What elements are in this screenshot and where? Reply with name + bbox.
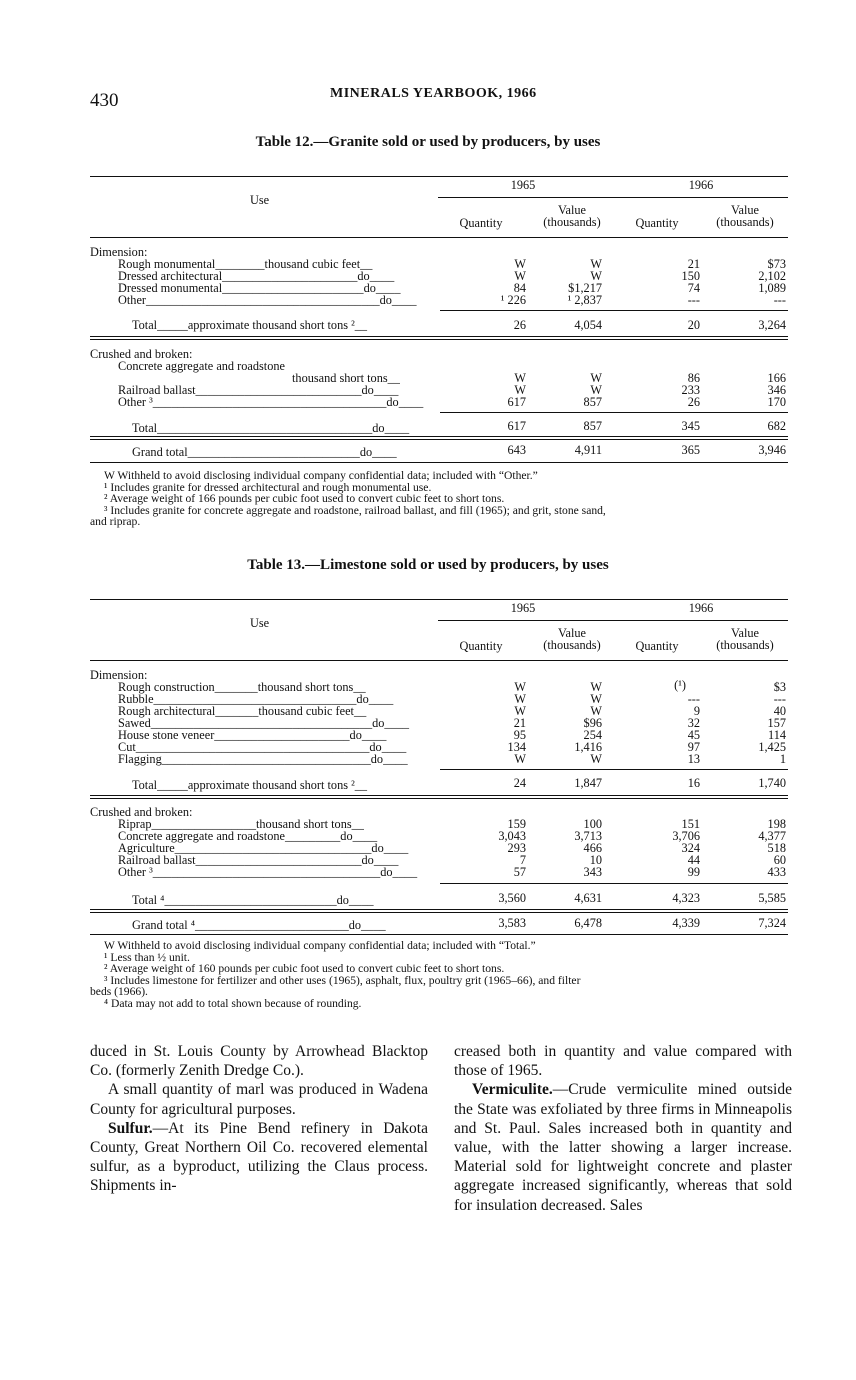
table-cell: 16 [687, 776, 700, 790]
table13-title: Table 13.—Limestone sold or used by producers, by uses [247, 557, 609, 573]
table-cell: W [514, 383, 526, 397]
footnote: ³ Includes limestone for fertilizer and other uses (1965), asphalt, flux, poultry grit (1965–66), and filter [104, 973, 581, 987]
table12-year2: 1966 [688, 178, 714, 192]
running-title: MINERALS YEARBOOK, 1966 [330, 86, 537, 101]
table-cell: 617 [507, 395, 526, 409]
table12-crushed-total: Total___________________________________do____ [132, 422, 410, 435]
table-cell: 114 [768, 728, 786, 742]
table12-year1: 1965 [510, 178, 536, 192]
table-cell: $1,217 [568, 281, 602, 295]
table-cell: 4,323 [672, 891, 700, 905]
footnote: ² Average weight of 160 pounds per cubic foot used to convert cubic feet to short tons. [104, 962, 505, 975]
table-cell: 3,706 [672, 829, 700, 843]
table-cell: W [514, 680, 526, 694]
table-cell: ¹ 226 [500, 293, 526, 307]
paragraph [90, 1119, 428, 1196]
table12-dimension-heading: Dimension: [90, 246, 148, 259]
table-cell: W [590, 383, 602, 397]
table-cell: 4,631 [574, 891, 602, 905]
page-number: 430 [90, 90, 119, 111]
table12-qty2-header: Quantity [635, 216, 679, 230]
table-row-label: Rough monumental________thousand cubic feet__ [118, 258, 373, 271]
footnote: ¹ Includes granite for dressed architectural and rough monumental use. [104, 480, 432, 494]
table-cell: 3,583 [498, 916, 526, 930]
table-cell: 4,054 [574, 318, 602, 332]
table13-use-header: Use [250, 616, 270, 630]
table-cell: 365 [681, 443, 700, 457]
table-cell: W [514, 692, 526, 706]
table13-val2-unit: (thousands) [716, 638, 774, 652]
paragraph-text: —Crude vermiculite mined outside the State was exfoliated by three firms in Minneapolis and St. Paul. Sales increased both in quantity and value, with the latter showing a larger increase. Material sold for lightweight concrete and plaster aggregate increased significantly, whereas that sold for insulation decreased. Sales [454, 1081, 792, 1214]
table-cell: $73 [767, 257, 786, 271]
table13-grand-total: Grand total ⁴_________________________do____ [132, 919, 386, 932]
table-cell: 1,847 [574, 776, 602, 790]
footnote: ¹ Less than ½ unit. [104, 950, 190, 964]
table12-footnotes [90, 470, 790, 528]
table13-dimension-heading: Dimension: [90, 669, 148, 682]
table-row-label: Rough architectural_______thousand cubic feet__ [118, 705, 367, 718]
table-cell: 2,102 [758, 269, 786, 283]
table-cell: 20 [687, 318, 700, 332]
table-cell: 1,740 [758, 776, 786, 790]
table-cell: 84 [513, 281, 526, 295]
table-cell: 233 [681, 383, 700, 397]
table12-val1-unit: (thousands) [543, 215, 601, 229]
table13-footnotes [90, 940, 790, 1009]
table-cell: W [590, 692, 602, 706]
table13-val2-header: Value [731, 626, 759, 640]
run-in-heading: Sulfur. [108, 1119, 153, 1137]
table12-val2-unit: (thousands) [716, 215, 774, 229]
table-cell: 26 [687, 395, 700, 409]
table-row-label: Agriculture________________________________do____ [118, 842, 409, 855]
footnote: ² Average weight of 166 pounds per cubic foot used to convert cubic feet to short tons. [104, 492, 505, 505]
table-row-label: Riprap_________________thousand short tons__ [118, 818, 364, 831]
table-cell: ¹ 2,837 [567, 293, 602, 307]
table-cell: 7,324 [758, 916, 786, 930]
table-cell: W [514, 704, 526, 718]
table-cell: 254 [583, 728, 602, 742]
table-row-label: Dressed monumental_______________________do____ [118, 282, 401, 295]
table-row-label: Concrete aggregate and roadstone [118, 360, 285, 373]
table-cell: 95 [513, 728, 526, 742]
table12-val2-header: Value [731, 203, 759, 217]
table-cell: 857 [583, 419, 602, 433]
table-cell: 150 [681, 269, 700, 283]
table-cell: 345 [681, 419, 700, 433]
table-cell: W [590, 680, 602, 694]
table-cell: 3,560 [498, 891, 526, 905]
table13-dimension-total: Total_____approximate thousand short tons ²__ [132, 779, 368, 792]
table-cell: 1,425 [758, 740, 786, 754]
paragraph: creased both in quantity and value compared with those of 1965. [454, 1043, 792, 1080]
table-cell: 157 [767, 716, 786, 730]
table-cell: W [590, 752, 602, 766]
table-row-label: Sawed____________________________________do____ [118, 717, 410, 730]
table-cell: 3,946 [758, 443, 786, 457]
table-cell: 346 [767, 383, 786, 397]
table-cell: 433 [767, 865, 786, 879]
paragraph-text: —At its Pine Bend refinery in Dakota County, Great Northern Oil Co. recovered elemental sulfur, as a byproduct, utilizing the Claus process. Shipments in- [90, 1119, 428, 1195]
table-cell: 1,416 [574, 740, 602, 754]
table-cell: (¹) [674, 678, 686, 692]
body-column-right [454, 1042, 792, 1215]
table-cell: 617 [507, 419, 526, 433]
footnote: W Withheld to avoid disclosing individual company confidential data; included with “Other.” [104, 469, 538, 482]
table-cell: 166 [767, 371, 786, 385]
table13-year1: 1965 [510, 601, 536, 615]
table-cell: 4,377 [758, 829, 786, 843]
table-cell: 74 [687, 281, 700, 295]
table-cell: W [514, 257, 526, 271]
table-cell: W [590, 269, 602, 283]
table-cell: $3 [773, 680, 786, 694]
table-row-label: Rubble_________________________________do____ [118, 693, 394, 706]
table-row-label: Other ³_____________________________________do____ [118, 866, 418, 879]
table-cell: 57 [513, 865, 526, 879]
table-cell: --- [773, 692, 786, 706]
table12-qty1-header: Quantity [459, 216, 503, 230]
table12 [90, 176, 788, 466]
table-cell: 4,339 [672, 916, 700, 930]
table-cell: 134 [507, 740, 526, 754]
table-cell: 100 [583, 817, 602, 831]
table-cell: --- [687, 692, 700, 706]
table-cell: --- [773, 293, 786, 307]
table-cell: 1,089 [758, 281, 786, 295]
table13-crushed-total: Total ⁴____________________________do____ [132, 894, 374, 907]
table-cell: 40 [773, 704, 786, 718]
table12-crushed-heading: Crushed and broken: [90, 348, 193, 361]
table-cell: 198 [767, 817, 786, 831]
table-cell: 170 [767, 395, 786, 409]
table-cell: W [590, 704, 602, 718]
table13 [90, 599, 788, 939]
table-cell: 857 [583, 395, 602, 409]
table-cell: 45 [687, 728, 700, 742]
footnote: W Withheld to avoid disclosing individual company confidential data; included with “Total.” [104, 939, 536, 952]
run-in-heading: Vermiculite. [472, 1081, 553, 1099]
table-cell: 7 [519, 853, 526, 867]
table13-val1-unit: (thousands) [543, 638, 601, 652]
table13-qty1-header: Quantity [459, 639, 503, 653]
table-cell: 44 [687, 853, 700, 867]
table-cell: 99 [687, 865, 700, 879]
table-cell: 21 [513, 716, 526, 730]
table-cell: 60 [773, 853, 786, 867]
table-cell: 3,713 [574, 829, 602, 843]
table12-title: Table 12.—Granite sold or used by producers, by uses [255, 134, 601, 150]
table-cell: --- [687, 293, 700, 307]
table-cell: 10 [589, 853, 602, 867]
table-cell: 324 [681, 841, 700, 855]
footnote: beds (1966). [90, 985, 148, 998]
table-cell: W [514, 371, 526, 385]
footnote: and riprap. [90, 515, 141, 528]
table-cell: 32 [687, 716, 700, 730]
table-cell: 4,911 [574, 443, 602, 457]
table-cell: 466 [583, 841, 602, 855]
table-cell: 5,585 [758, 891, 786, 905]
table-cell: 518 [767, 841, 786, 855]
table-cell: 13 [687, 752, 700, 766]
body-column-left [90, 1042, 428, 1196]
paragraph: A small quantity of marl was produced in Wadena County for agricultural purposes. [90, 1081, 428, 1118]
table-cell: 343 [583, 865, 602, 879]
table-cell: $96 [583, 716, 602, 730]
paragraph [454, 1080, 792, 1214]
table12-use-header: Use [250, 193, 270, 207]
table-cell: W [590, 257, 602, 271]
table-cell: 151 [681, 817, 700, 831]
table-cell: 6,478 [574, 916, 602, 930]
table-cell: 9 [693, 704, 700, 718]
table12-grand-total: Grand total____________________________do____ [132, 446, 397, 459]
table-cell: 26 [513, 318, 526, 332]
table-row-label: Concrete aggregate and roadstone_________do____ [118, 830, 378, 843]
table-cell: W [514, 752, 526, 766]
table12-dimension-total: Total_____approximate thousand short tons ²__ [132, 319, 368, 332]
table-cell: 86 [687, 371, 700, 385]
table13-crushed-heading: Crushed and broken: [90, 806, 193, 819]
table-cell: 97 [687, 740, 700, 754]
table-cell: 682 [767, 419, 786, 433]
table-row-label: Rough construction_______thousand short tons__ [118, 681, 366, 694]
footnote: ³ Includes granite for concrete aggregate and roadstone, railroad ballast, and fill (1965); and grit, stone sand, [104, 503, 606, 517]
footnote: ⁴ Data may not add to total shown because of rounding. [104, 996, 362, 1010]
table13-qty2-header: Quantity [635, 639, 679, 653]
table13-year2: 1966 [688, 601, 714, 615]
table-row-label: Other ³______________________________________do____ [118, 396, 424, 409]
table12-val1-header: Value [558, 203, 586, 217]
table-row-label: Dressed architectural______________________do____ [118, 270, 395, 283]
table-cell: 3,043 [498, 829, 526, 843]
table-row-label: Cut______________________________________do____ [118, 741, 407, 754]
table-cell: W [590, 371, 602, 385]
table-row-label: Flagging__________________________________do____ [118, 753, 408, 766]
table-row-label: thousand short tons__ [292, 371, 400, 385]
table-cell: 159 [507, 817, 526, 831]
table-row-label: Other______________________________________do____ [118, 294, 417, 307]
table-cell: 3,264 [758, 318, 786, 332]
table-row-label: House stone veneer______________________do____ [118, 729, 387, 742]
table-cell: 643 [507, 443, 526, 457]
table-cell: 24 [513, 776, 526, 790]
table13-val1-header: Value [558, 626, 586, 640]
table-cell: W [514, 269, 526, 283]
table-cell: 293 [507, 841, 526, 855]
table-row-label: Railroad ballast___________________________do____ [118, 854, 399, 867]
paragraph: duced in St. Louis County by Arrowhead Blacktop Co. (formerly Zenith Dredge Co.). [90, 1043, 428, 1080]
table-cell: 21 [687, 257, 700, 271]
table-row-label: Railroad ballast___________________________do____ [118, 384, 399, 397]
table-cell: 1 [779, 752, 786, 766]
